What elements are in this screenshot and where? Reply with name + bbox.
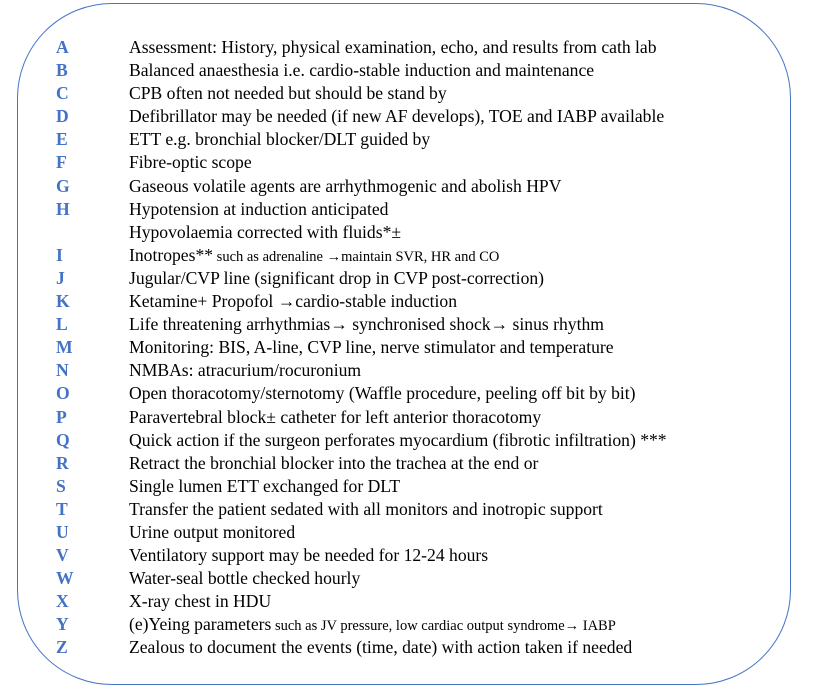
item-text-main: Hypotension at induction anticipated (129, 198, 389, 219)
item-text (129, 429, 667, 452)
item-text-main: Hypovolaemia corrected with fluids*± (129, 221, 402, 242)
item-text-main: Fibre-optic scope (129, 152, 252, 173)
item-text-main: Quick action if the surgeon perforates myocardium (fibrotic infiltration) *** (129, 429, 667, 450)
list-item (0, 59, 814, 82)
item-text (129, 175, 561, 198)
item-text (129, 36, 657, 59)
item-text-small: such as adrenaline →maintain SVR, HR and CO (213, 248, 500, 265)
item-text-main: Defibrillator may be needed (if new AF develops), TOE and IABP available (129, 106, 665, 127)
item-text-main: Gaseous volatile agents are arrhythmogenic and abolish HPV (129, 175, 562, 196)
item-text (129, 267, 544, 290)
item-text (129, 313, 604, 336)
item-letter: G (56, 175, 70, 196)
list-item (0, 244, 814, 267)
mnemonic-list (0, 36, 814, 660)
list-item (0, 590, 814, 613)
list-item (0, 267, 814, 290)
list-item (0, 82, 814, 105)
item-text (129, 452, 538, 475)
item-letter: P (56, 406, 67, 427)
item-letter: D (56, 106, 69, 127)
item-text-main: ETT e.g. bronchial blocker/DLT guided by (129, 129, 431, 150)
list-item (0, 151, 814, 174)
item-text (129, 336, 614, 359)
item-text (129, 567, 360, 590)
list-item (0, 36, 814, 59)
item-text-main: Jugular/CVP line (significant drop in CVP post-correction) (129, 267, 545, 288)
list-item (0, 475, 814, 498)
list-item (0, 359, 814, 382)
item-text-main: Ventilatory support may be needed for 12-24 hours (129, 545, 489, 566)
list-item (0, 175, 814, 198)
item-text-main: Balanced anaesthesia i.e. cardio-stable induction and maintenance (129, 60, 595, 81)
item-letter: Y (56, 614, 69, 635)
item-text (129, 382, 636, 405)
item-text-main: Retract the bronchial blocker into the trachea at the end or (129, 452, 539, 473)
list-item (0, 221, 814, 244)
list-item (0, 336, 814, 359)
item-letter: T (56, 498, 68, 519)
item-text-main: Assessment: History, physical examination, echo, and results from cath lab (129, 37, 657, 57)
item-text-main: CPB often not needed but should be stand by (129, 83, 447, 104)
item-text-main: Single lumen ETT exchanged for DLT (129, 475, 401, 496)
item-text-main: Inotropes** (129, 244, 214, 265)
item-letter: Q (56, 429, 70, 450)
list-item (0, 406, 814, 429)
item-text-main: Water-seal bottle checked hourly (129, 568, 361, 589)
list-item (0, 382, 814, 405)
item-letter: V (56, 545, 69, 566)
item-text (129, 636, 632, 659)
item-text (129, 151, 252, 174)
list-item (0, 636, 814, 659)
item-letter: L (56, 314, 68, 335)
item-text (129, 128, 430, 151)
list-item (0, 521, 814, 544)
item-text (129, 59, 594, 82)
item-letter: M (56, 337, 73, 358)
item-letter: K (56, 291, 70, 312)
item-text-main: Open thoracotomy/sternotomy (Waffle procedure, peeling off bit by bit) (129, 383, 636, 404)
item-letter: R (56, 452, 69, 473)
item-letter: S (56, 475, 66, 496)
item-letter: E (56, 129, 68, 150)
item-letter: Z (56, 637, 68, 658)
item-text-main: Life threatening arrhythmias→ synchronised shock→ sinus rhythm (129, 314, 604, 335)
item-letter: C (56, 83, 69, 104)
list-item (0, 128, 814, 151)
item-letter: W (56, 568, 74, 589)
item-text-main: Monitoring: BIS, A-line, CVP line, nerve stimulator and temperature (129, 337, 614, 358)
item-text (129, 406, 541, 429)
item-letter: J (56, 267, 65, 288)
item-text-main: Ketamine+ Propofol →cardio-stable induction (129, 291, 457, 312)
item-letter: X (56, 591, 69, 612)
item-text-main: Paravertebral block± catheter for left anterior thoracotomy (129, 406, 542, 427)
item-letter: B (56, 60, 68, 81)
list-item (0, 429, 814, 452)
item-text-main: Transfer the patient sedated with all monitors and inotropic support (129, 498, 603, 519)
item-text (129, 544, 488, 567)
item-text (129, 613, 616, 638)
item-text-main: (e)Yeing parameters (129, 614, 272, 635)
item-text-main: X-ray chest in HDU (129, 591, 272, 612)
item-text (129, 82, 447, 105)
list-item (0, 567, 814, 590)
item-text-main: Urine output monitored (129, 521, 296, 542)
item-text (129, 498, 603, 521)
item-text (129, 590, 271, 613)
list-item (0, 498, 814, 521)
list-item (0, 198, 814, 221)
item-text-main: NMBAs: atracurium/rocuronium (129, 360, 362, 381)
list-item (0, 105, 814, 128)
item-letter: F (56, 152, 67, 173)
item-letter: I (56, 244, 63, 265)
item-text (129, 198, 388, 221)
item-text (129, 475, 400, 498)
item-text (129, 521, 295, 544)
item-text (129, 359, 361, 382)
item-letter: A (56, 37, 69, 57)
list-item (0, 290, 814, 313)
item-text (129, 290, 457, 313)
item-text (129, 105, 664, 128)
item-letter: N (56, 360, 69, 381)
item-letter: H (56, 198, 70, 219)
item-text-small: such as JV pressure, low cardiac output syndrome→ IABP (271, 618, 616, 635)
item-text (129, 244, 499, 269)
item-letter: O (56, 383, 70, 404)
item-letter: U (56, 521, 69, 542)
list-item (0, 452, 814, 475)
list-item (0, 544, 814, 567)
item-text-main: Zealous to document the events (time, date) with action taken if needed (129, 637, 633, 658)
item-text (129, 221, 401, 244)
list-item (0, 313, 814, 336)
list-item (0, 613, 814, 636)
